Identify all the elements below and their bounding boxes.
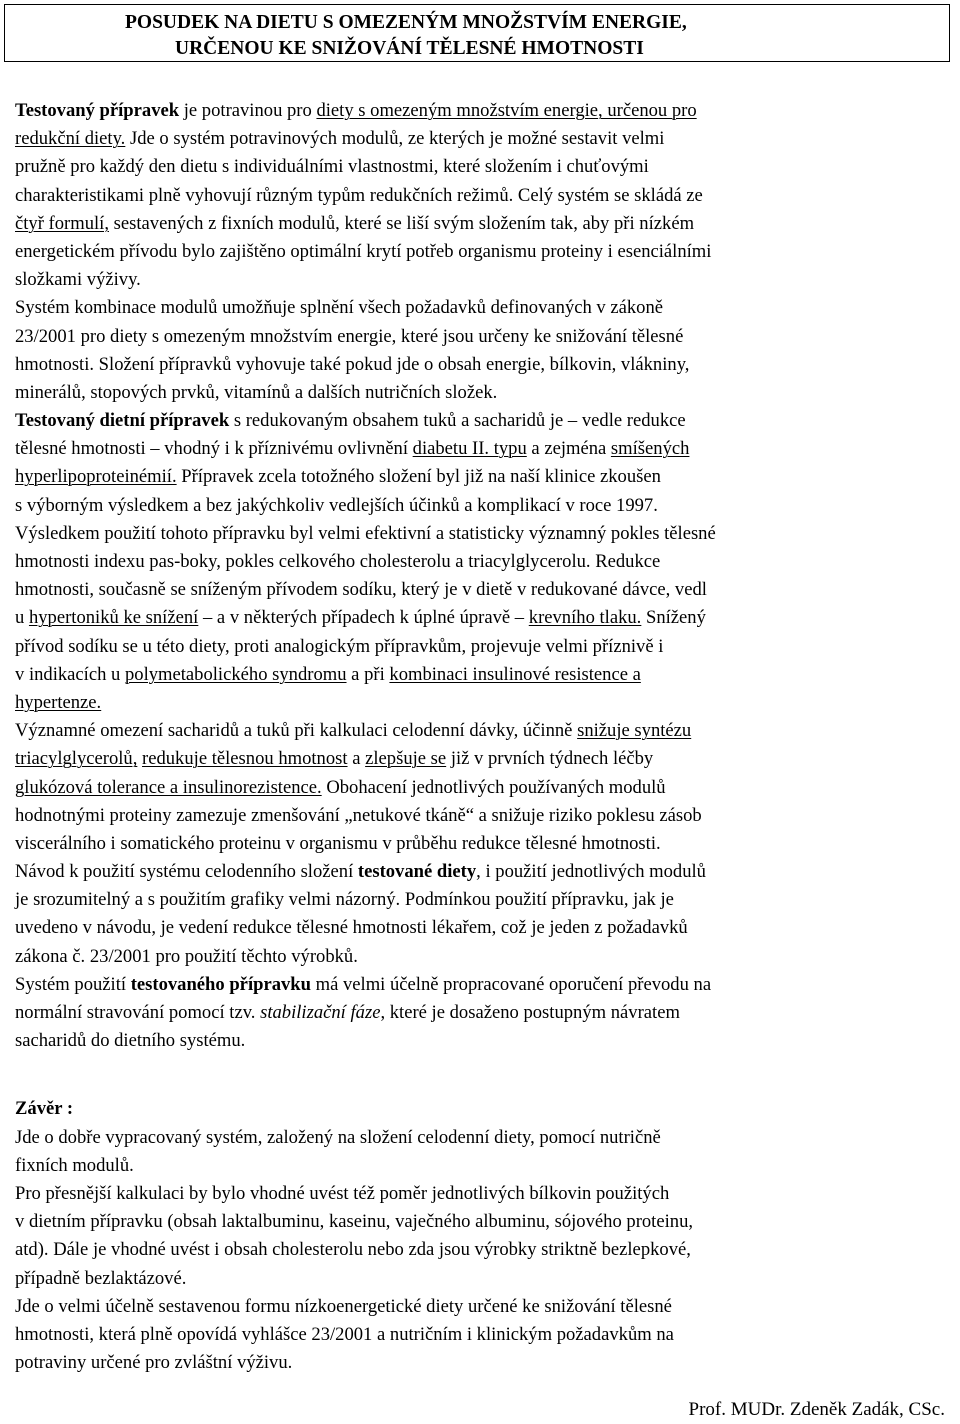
text-run: normální stravování pomocí tzv. [15, 1002, 261, 1023]
italic-term: stabilizační fáze [260, 1002, 381, 1023]
text-run: tělesné hmotnosti – vhodný i k příznivému ovlivnění [15, 438, 413, 460]
text-run: , i použití jednotlivých modulů [476, 861, 706, 883]
bold-term: testované diety [357, 861, 477, 883]
underlined-text: triacylglycerolů, [15, 748, 138, 770]
signature: Prof. MUDr. Zdeněk Zadák, CSc. [688, 1399, 945, 1420]
title-line-1: POSUDEK NA DIETU S OMEZENÝM MNOŽSTVÍM ENERGIE, [125, 12, 687, 33]
text-run: a při [346, 663, 390, 685]
text-line [15, 661, 945, 689]
text-run: – a v některých případech k úplné úpravě – [198, 607, 529, 629]
text-line: v dietním přípravku (obsah laktalbuminu, kaseinu, vaječného albuminu, sójového proteinu, [15, 1211, 694, 1233]
text-run: , které je dosaženo postupným návratem [380, 1002, 680, 1023]
text-run: u [15, 607, 29, 629]
conclusion-heading: Závěr : [15, 1098, 74, 1120]
title-line-2: URČENOU KE SNIŽOVÁNÍ TĚLESNÉ HMOTNOSTI [175, 38, 644, 59]
text-line [15, 858, 945, 886]
underlined-text: diabetu II. typu [412, 438, 527, 460]
underlined-text: glukózová tolerance a insulinorezistence. [15, 776, 322, 798]
text-line: Výsledkem použití tohoto přípravku byl velmi efektivní a statisticky významný pokles tělesné [15, 522, 716, 544]
text-line: hmotnosti, která plně opovídá vyhlášce 23/2001 a nutričním i klinickým požadavkům na [15, 1323, 674, 1345]
text-run: s redukovaným obsahem tuků a sacharidů je – vedle redukce [229, 410, 686, 432]
text-run: již v prvních týdnech léčby [446, 748, 654, 770]
text-run: v indikacích u [15, 663, 125, 685]
section-gap [15, 1055, 945, 1095]
text-line: viscerálního i somatického proteinu v organismu v průběhu redukce tělesné hmotnosti. [15, 832, 661, 854]
text-run: Návod k použití systému celodenního složení [15, 861, 358, 883]
text-run: Obohacení jednotlivých používaných modulů [321, 776, 666, 798]
underlined-text: smíšených [610, 438, 690, 460]
text-line [15, 435, 945, 463]
underlined-text: hypertenze. [15, 691, 102, 713]
text-line [15, 463, 945, 491]
text-line [15, 774, 945, 802]
text-line: případně bezlaktázové. [15, 1267, 187, 1289]
underlined-text: diety s omezeným množstvím energie, určenou pro [316, 100, 697, 121]
bold-term: testovaného přípravku [130, 973, 311, 995]
text-line [15, 717, 945, 745]
underlined-text: zlepšuje se [365, 748, 447, 770]
title-box [4, 4, 950, 62]
text-line [15, 745, 945, 773]
text-line [15, 604, 945, 632]
text-line: energetickém přívodu bylo zajištěno optimální krytí potřeb organismu proteiny i esenciálními [15, 240, 712, 262]
text-line [15, 407, 945, 435]
text-line: složkami výživy. [15, 269, 141, 291]
text-line: charakteristikami plně vyhovují různým typům redukčních režimů. Celý systém se skládá ze [15, 184, 703, 206]
underlined-text: hypertoniků ke snížení [28, 607, 199, 629]
text-line: atd). Dále je vhodné uvést i obsah cholesterolu nebo zda jsou výrobky striktně bezlepkové, [15, 1239, 691, 1261]
text-run: sestavených z fixních modulů, které se liší svým složením tak, aby při nízkém [108, 212, 695, 234]
text-run: Systém použití [15, 973, 131, 995]
text-run: Přípravek zcela totožného složení byl již na naší klinice zkoušen [176, 466, 661, 488]
text-line [15, 689, 945, 717]
underlined-text: snižuje syntézu [577, 720, 692, 742]
text-run: a [347, 748, 366, 770]
text-line: Systém kombinace modulů umožňuje splnění všech požadavků definovaných v zákoně [15, 297, 664, 319]
text-line: Jde o dobře vypracovaný systém, založený na složení celodenní diety, pomocí nutričně [15, 1126, 661, 1148]
text-line: Jde o velmi účelně sestavenou formu nízkoenergetické diety určené ke snižování tělesné [15, 1295, 672, 1317]
text-line: přívod sodíku se u této diety, proti analogickým přípravkům, projevuje velmi příznivě i [15, 635, 664, 657]
underlined-text: kombinaci insulinové resistence a [389, 663, 641, 685]
bold-term: Testovaný přípravek [15, 100, 180, 121]
text-line: je srozumitelný a s použitím grafiky velmi názorný. Podmínkou použití přípravku, jak je [15, 889, 674, 911]
text-run: je potravinou pro [179, 100, 317, 121]
text-run: Jde o systém potravinových modulů, ze kterých je možné sestavit velmi [125, 128, 665, 150]
underlined-text: redukční diety. [15, 128, 126, 150]
underlined-text: čtyř formulí, [15, 212, 109, 234]
text-line [15, 97, 945, 125]
underlined-text: redukuje tělesnou hmotnost [142, 748, 348, 770]
text-line: pružně pro každý den dietu s individuálními vlastnostmi, které složením i chuťovými [15, 156, 649, 178]
text-run: a zejména [526, 438, 611, 460]
text-run: má velmi účelně propracované oporučení převodu na [310, 973, 712, 995]
text-line: 23/2001 pro diety s omezeným množstvím energie, které jsou určeny ke snižování tělesné [15, 325, 684, 347]
text-line [15, 999, 945, 1027]
text-line: zákona č. 23/2001 pro použití těchto výrobků. [15, 945, 358, 967]
text-line: hmotnosti, současně se sníženým přívodem sodíku, který je v dietě v redukované dávce, vedl [15, 579, 707, 601]
text-line [15, 971, 945, 999]
text-line: sacharidů do dietního systému. [15, 1030, 246, 1052]
text-line [15, 210, 945, 238]
text-run: Významné omezení sacharidů a tuků při kalkulaci celodenní dávky, účinně [15, 720, 578, 742]
text-line: hmotnosti. Složení přípravků vyhovuje také pokud jde o obsah energie, bílkovin, vlákniny, [15, 353, 690, 375]
text-line: hmotnosti indexu pas-boky, pokles celkového cholesterolu a triacylglycerolu. Redukce [15, 551, 661, 572]
text-line: s výborným výsledkem a bez jakýchkoliv vedlejších účinků a komplikací v roce 1997. [15, 494, 658, 516]
text-line: uvedeno v návodu, je vedení redukce tělesné hmotnosti lékařem, což je jeden z požadavků [15, 917, 688, 939]
text-run: Snížený [641, 607, 706, 629]
text-line [15, 125, 945, 153]
underlined-text: polymetabolického syndromu [124, 663, 347, 685]
underlined-text: hyperlipoproteinémií. [15, 466, 177, 488]
text-line: potraviny určené pro zvláštní výživu. [15, 1352, 293, 1374]
bold-term: Testovaný dietní přípravek [15, 410, 230, 432]
underlined-text: krevního tlaku. [528, 607, 642, 629]
text-line: fixních modulů. [15, 1154, 134, 1176]
text-line: Pro přesnější kalkulaci by bylo vhodné uvést též poměr jednotlivých bílkovin použitých [15, 1182, 670, 1204]
text-line: hodnotnými proteiny zamezuje zmenšování „netukové tkáně“ a snižuje riziko poklesu zásob [15, 804, 702, 826]
text-line: minerálů, stopových prvků, vitamínů a dalších nutričních složek. [15, 381, 498, 403]
review-body [15, 97, 945, 1377]
